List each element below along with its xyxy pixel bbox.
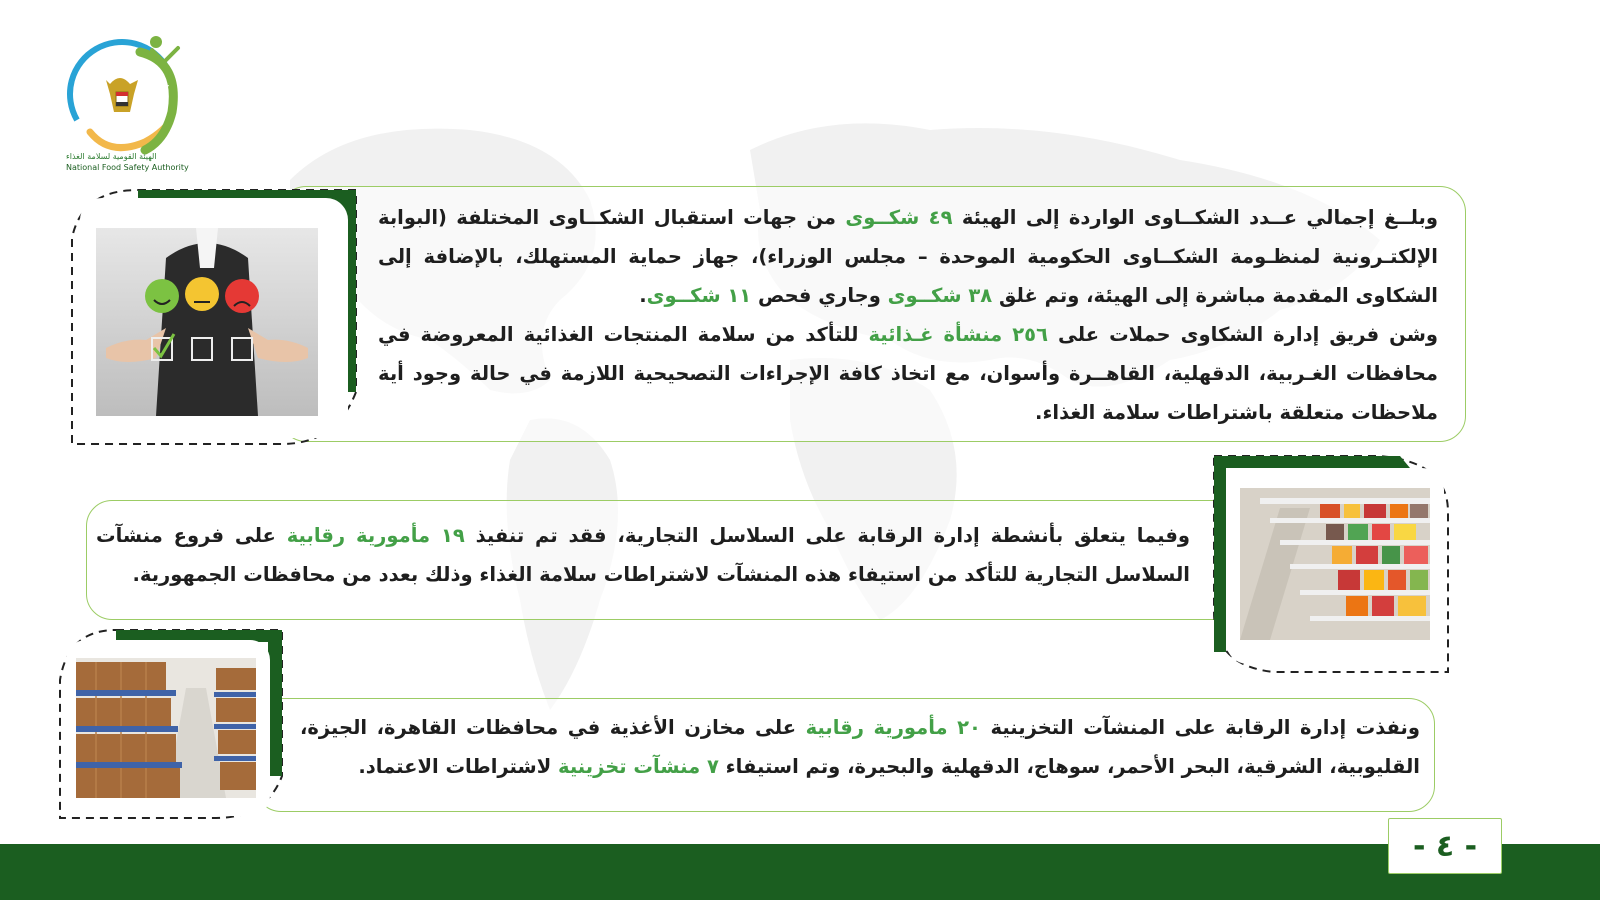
warehouse-image <box>76 658 256 798</box>
chains-paragraph <box>96 516 1190 594</box>
complaints-count-highlight: ٤٩ شكــوى <box>845 206 953 229</box>
storage-text: ونفذت إدارة الرقابة على المنشآت التخزينية ٢٠ مأمورية رقابية على مخازن الأغذية في محافظات القاهرة، الجيزة، القليوبية، الشرقية، البحر الأحمر، سوهاج، الدقهلية والبحيرة، وتم استيفاء ٧ منشآت تخزينية لاشتراطات الاعتماد. <box>300 716 1420 778</box>
footer-bar <box>0 844 1600 900</box>
storage-facilities-highlight: ٧ منشآت تخزينية <box>558 755 719 778</box>
closed-complaints-highlight: ٣٨ شكــوى <box>887 284 993 307</box>
chains-missions-highlight: ١٩ مأمورية رقابية <box>286 524 465 547</box>
page-number: - ٤ - <box>1412 828 1478 864</box>
feedback-faces-image <box>96 228 318 416</box>
complaints-paragraph <box>378 198 1438 432</box>
logo-name-english: National Food Safety Authority <box>66 163 189 172</box>
pending-complaints-highlight: ١١ شكــوى <box>646 284 752 307</box>
storage-paragraph <box>300 708 1420 786</box>
chains-text: وفيما يتعلق بأنشطة إدارة الرقابة على السلاسل التجارية، فقد تم تنفيذ ١٩ مأمورية رقابية على فروع منشآت السلاسل التجارية للتأكد من استيفاء هذه المنشآت لاشتراطات سلامة الغذاء وذلك بعدد من محافظات الجمهورية. <box>96 524 1191 586</box>
supermarket-shelves-image <box>1240 488 1430 640</box>
logo-abbreviation: NFSA <box>152 82 172 112</box>
facilities-count-highlight: ٢٥٦ منشأة غـذائية <box>868 323 1048 346</box>
page-number-box <box>1388 818 1502 874</box>
complaints-stats-text: وبلــغ إجمالي عــدد الشكــاوى الواردة إلى الهيئة ٤٩ شكــوى من جهات استقبال الشكــاوى المختلفة (البوابة الإلكتـرونية لمنظـومة الشكــاوى الحكومية الموحدة – مجلس الوزراء)، جهاز حماية المستهلك، بالإضافة إلى الشكاوى المقدمة مباشرة إلى الهيئة، وتم غلق ٣٨ شكــوى وجاري فحص ١١ شكــوى. <box>378 206 1439 307</box>
egypt-eagle-emblem <box>106 78 138 112</box>
logo-name-arabic: الهيئة القومية لسلامة الغذاء <box>66 152 157 161</box>
storage-missions-highlight: ٢٠ مأمورية رقابية <box>805 716 981 739</box>
campaigns-text: وشن فريق إدارة الشكاوى حملات على ٢٥٦ منشأة غـذائية للتأكد من سلامة المنتجات الغذائية المعروضة في محافظات الغـربية، الدقهلية، القاهــرة وأسوان، مع اتخاذ كافة الإجراءات التصحيحية اللازمة في حالة وجود أية ملاحظات متعلقة باشتراطات سلامة الغذاء. <box>378 323 1438 424</box>
